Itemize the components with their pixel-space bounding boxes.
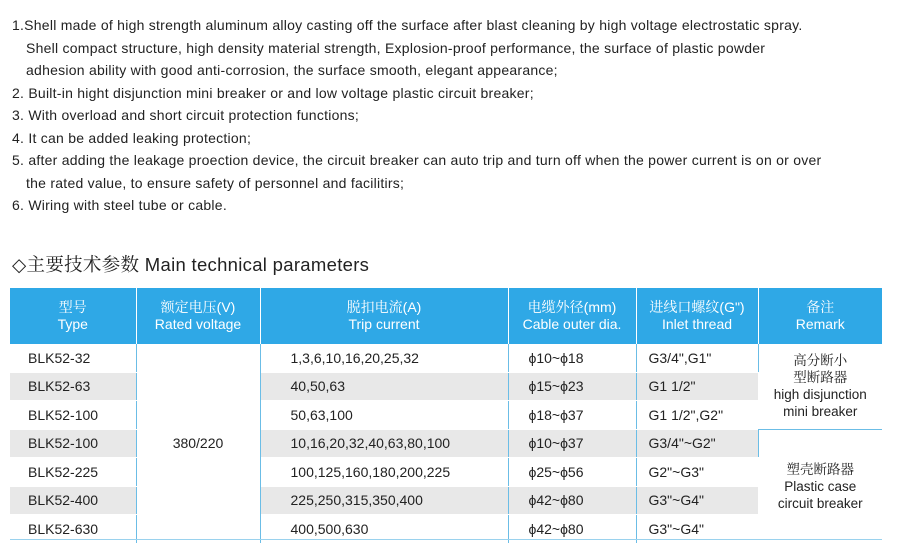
cell-dia: ϕ42~ϕ80 [508,515,636,544]
cell-remark-mini-breaker [758,344,882,429]
cell-dia: ϕ10~ϕ37 [508,429,636,458]
cell-thread: G3/4",G1" [636,344,758,372]
cell-thread: G1 1/2",G2" [636,401,758,430]
header-en: Remark [795,316,845,332]
cell-trip: 40,50,63 [260,372,508,401]
cell-type: BLK52-225 [10,458,136,487]
cell-remark-plastic-case [758,429,882,543]
parameters-table [10,288,882,544]
header-en: Type [57,316,88,332]
remark-line: high disjunction [773,387,867,403]
header-en: Trip current [348,316,420,332]
remark-line: circuit breaker [777,495,863,511]
cell-trip: 225,250,315,350,400 [260,486,508,515]
header-en: Inlet thread [661,316,733,332]
feature-line: adhesion ability with good anti-corrosion, the surface smooth, elegant appearance; [26,62,558,78]
feature-line: the rated value, to ensure safety of personnel and facilitirs; [26,174,405,191]
remark-line: 高分断小 [793,353,848,369]
cell-rated-voltage: 380/220 [136,344,260,543]
cell-trip: 50,63,100 [260,401,508,430]
header-en: Rated voltage [154,316,242,332]
cell-type: BLK52-32 [10,344,136,372]
header-cn: 备注 [806,299,835,315]
cell-type: BLK52-400 [10,486,136,515]
header-inlet-thread [636,288,758,344]
header-row [10,288,882,344]
feature-line: Shell compact structure, high density material strength, Explosion-proof performance, the surface of plastic powder [26,39,766,56]
feature-item-3 [12,104,892,127]
header-type [10,288,136,344]
feature-item-1 [12,14,892,82]
remark-line: Plastic case [784,478,857,494]
cell-dia: ϕ42~ϕ80 [508,486,636,515]
feature-item-6 [12,194,892,217]
remark-line: 塑壳断路器 [786,461,854,477]
remark-line: 型断路器 [793,370,848,386]
cell-trip: 100,125,160,180,200,225 [260,458,508,487]
feature-line: 4. It can be added leaking protection; [12,129,252,146]
remark-line: mini breaker [783,404,858,420]
header-cn: 型号 [58,299,87,315]
table-row [10,344,882,372]
cell-thread: G3"~G4" [636,515,758,544]
cell-type: BLK52-100 [10,401,136,430]
section-title: ◇主要技术参数 Main technical parameters [12,254,370,275]
header-cable-dia [508,288,636,344]
feature-item-2 [12,82,892,105]
header-en: Cable outer dia. [522,316,622,332]
cell-trip: 1,3,6,10,16,20,25,32 [260,344,508,372]
cell-trip: 400,500,630 [260,515,508,544]
feature-line: 3. With overload and short circuit protection functions; [12,107,360,123]
feature-line: 5. after adding the leakage proection device, the circuit breaker can auto trip and turn off when the power current is on or over [12,152,822,168]
feature-line: 1.Shell made of high strength aluminum alloy casting off the surface after blast cleaning by high voltage electrostatic spray. [12,17,803,33]
cell-thread: G3/4"~G2" [636,429,758,458]
header-rated-voltage [136,288,260,344]
table-bottom-rule [10,539,882,540]
header-cn: 脱扣电流(A) [346,299,422,315]
cell-type: BLK52-63 [10,372,136,401]
cell-type: BLK52-630 [10,515,136,544]
header-trip-current [260,288,508,344]
header-cn: 进线口螺纹(G") [649,299,745,315]
cell-dia: ϕ15~ϕ23 [508,372,636,401]
cell-trip: 10,16,20,32,40,63,80,100 [260,429,508,458]
feature-line: 6. Wiring with steel tube or cable. [12,197,227,213]
cell-thread: G3"~G4" [636,486,758,515]
cell-dia: ϕ25~ϕ56 [508,458,636,487]
feature-line: 2. Built-in hight disjunction mini breaker or and low voltage plastic circuit breaker; [12,84,534,101]
cell-type: BLK52-100 [10,429,136,458]
cell-dia: ϕ10~ϕ18 [508,344,636,372]
header-cn: 额定电压(V) [160,299,236,315]
cell-thread: G2"~G3" [636,458,758,487]
feature-item-4 [12,127,892,150]
header-cn: 电缆外径(mm) [527,299,617,315]
feature-list [12,14,892,217]
cell-thread: G1 1/2" [636,372,758,401]
feature-item-5 [12,149,892,194]
cell-dia: ϕ18~ϕ37 [508,401,636,430]
header-remark [758,288,882,344]
